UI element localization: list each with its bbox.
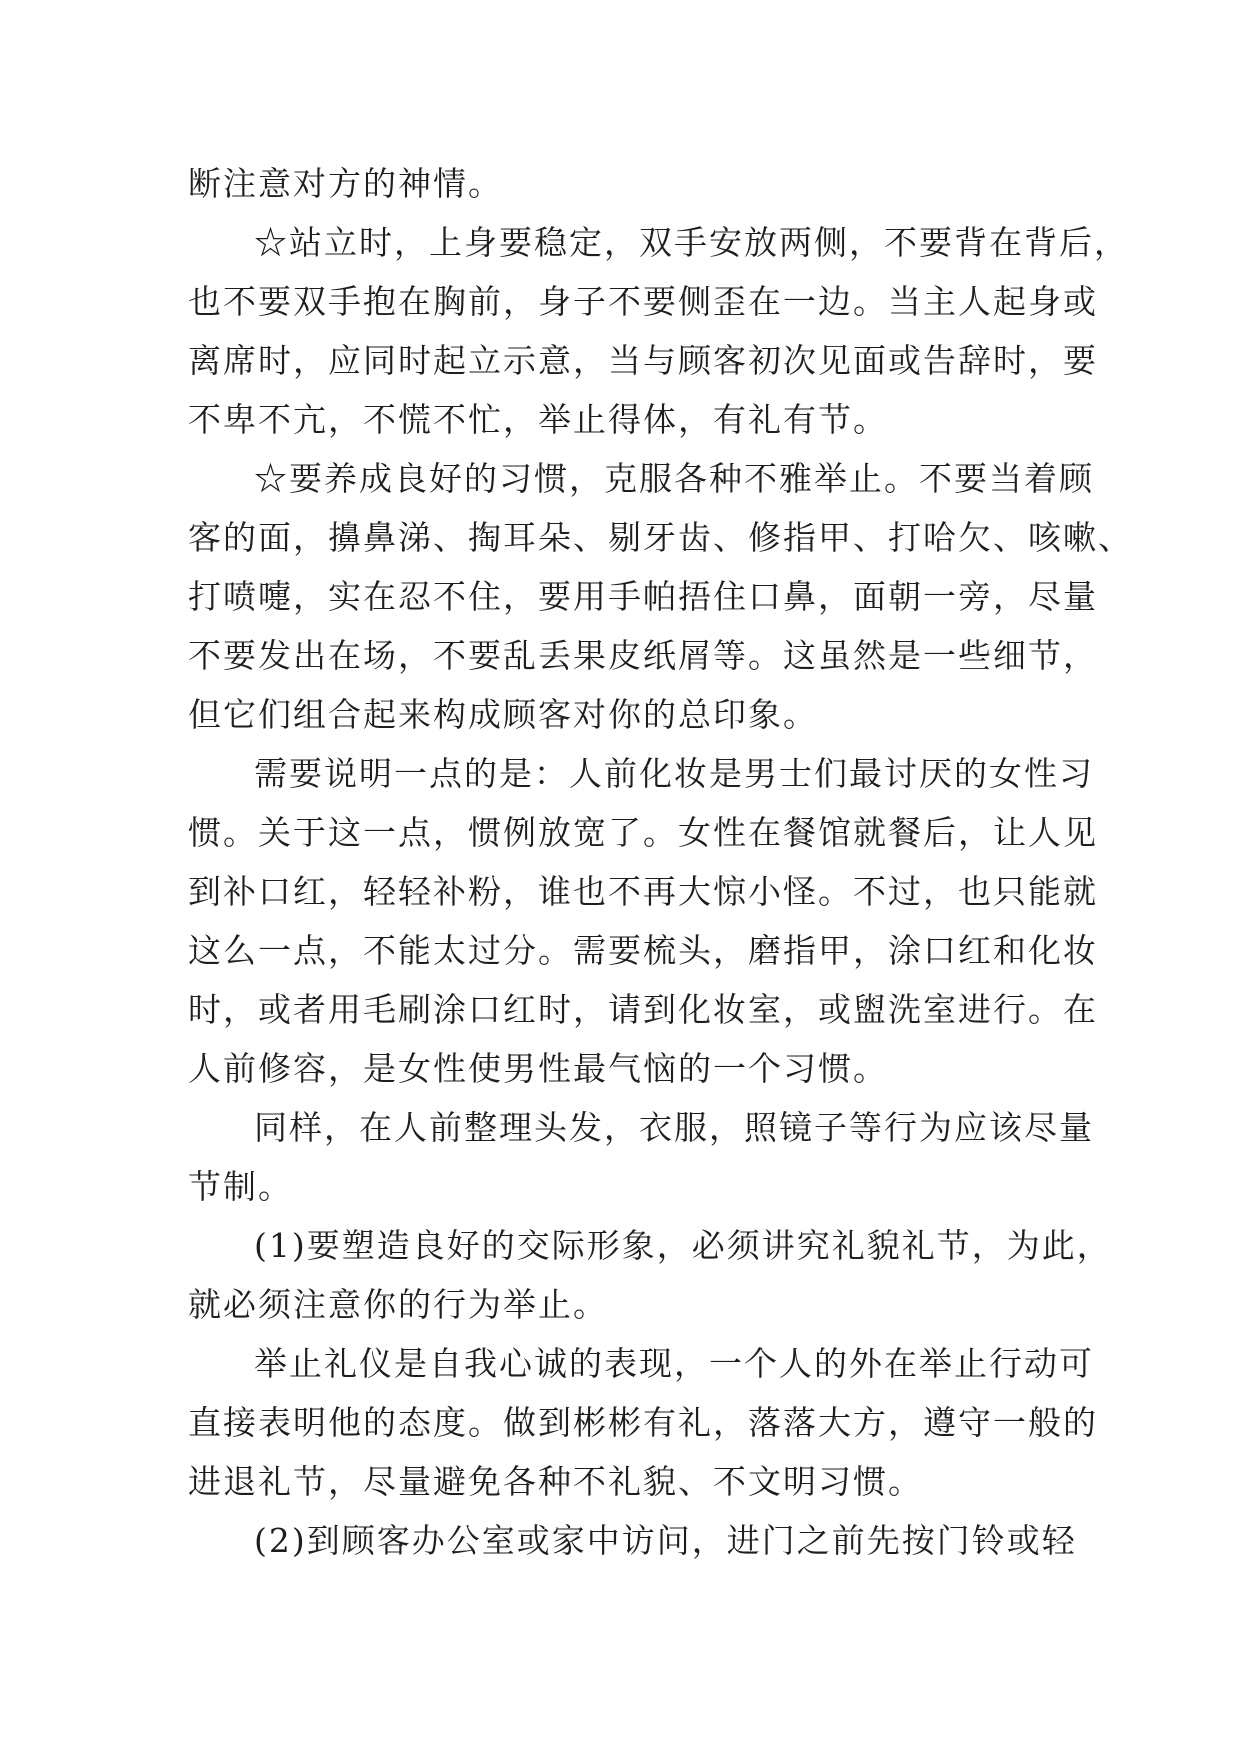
text-line: 时，或者用毛刷涂口红时，请到化妆室，或盥洗室进行。在: [188, 990, 1098, 1029]
text-line: 同样，在人前整理头发，衣服，照镜子等行为应该尽量: [254, 1108, 1094, 1147]
text-line: 直接表明他的态度。做到彬彬有礼，落落大方，遵守一般的: [188, 1403, 1098, 1442]
text-line: (1)要塑造良好的交际形象，必须讲究礼貌礼节，为此，: [254, 1226, 1112, 1265]
text-line: 需要说明一点的是：人前化妆是男士们最讨厌的女性习: [254, 754, 1094, 793]
text-line: (2)到顾客办公室或家中访问，进门之前先按门铃或轻: [254, 1521, 1077, 1560]
text-line: 进退礼节，尽量避免各种不礼貌、不文明习惯。: [188, 1462, 923, 1501]
text-line: 节制。: [188, 1167, 293, 1206]
text-line: 不要发出在场，不要乱丢果皮纸屑等。这虽然是一些细节，: [188, 636, 1098, 675]
text-line: ☆要养成良好的习惯，克服各种不雅举止。不要当着顾: [254, 459, 1094, 498]
text-line: ☆站立时，上身要稳定，双手安放两侧，不要背在背后，: [254, 223, 1129, 262]
document-body: [188, 154, 1133, 1570]
text-line: 举止礼仪是自我心诚的表现，一个人的外在举止行动可: [254, 1344, 1094, 1383]
text-line: 人前修容，是女性使男性最气恼的一个习惯。: [188, 1049, 888, 1088]
text-line: 离席时，应同时起立示意，当与顾客初次见面或告辞时，要: [188, 341, 1098, 380]
text-line: 客的面，擤鼻涕、掏耳朵、剔牙齿、修指甲、打哈欠、咳嗽、: [188, 518, 1133, 557]
text-line: 打喷嚏，实在忍不住，要用手帕捂住口鼻，面朝一旁，尽量: [188, 577, 1098, 616]
text-line: 但它们组合起来构成顾客对你的总印象。: [188, 695, 818, 734]
text-line: 这么一点，不能太过分。需要梳头，磨指甲，涂口红和化妆: [188, 931, 1098, 970]
text-line: 到补口红，轻轻补粉，谁也不再大惊小怪。不过，也只能就: [188, 872, 1098, 911]
text-line: 惯。关于这一点，惯例放宽了。女性在餐馆就餐后，让人见: [188, 813, 1098, 852]
text-line: 也不要双手抱在胸前，身子不要侧歪在一边。当主人起身或: [188, 282, 1098, 321]
text-line: 断注意对方的神情。: [188, 164, 503, 203]
text-line: 就必须注意你的行为举止。: [188, 1285, 608, 1324]
text-line: 不卑不亢，不慌不忙，举止得体，有礼有节。: [188, 400, 888, 439]
